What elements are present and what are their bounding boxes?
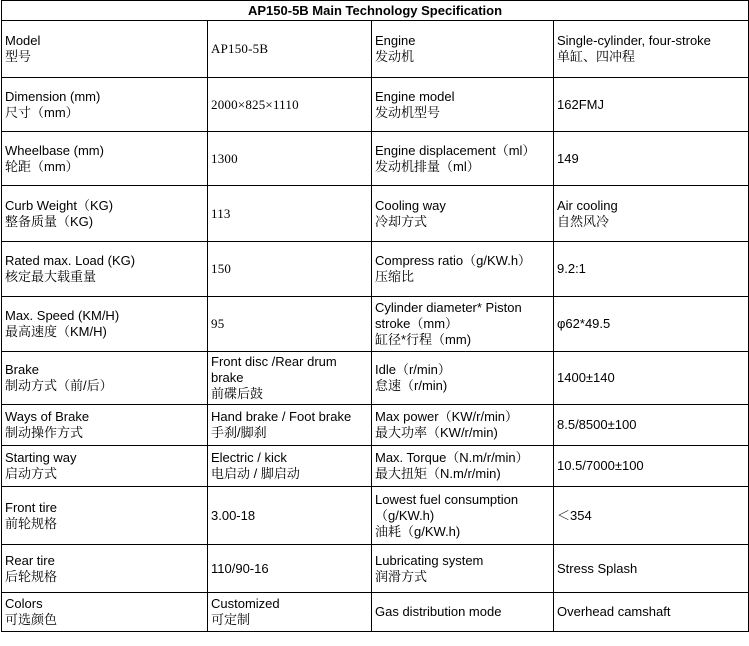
cell-text: Max. Torque（N.m/r/min）: [375, 450, 529, 465]
spec-label-left: [2, 545, 208, 593]
cell-text: Lowest fuel consumption（g/KW.h): [375, 491, 519, 523]
cell-text: Idle（r/min）: [375, 362, 451, 377]
spec-label-right: [372, 487, 554, 545]
cell-text: Brake: [5, 362, 39, 377]
cell-text: Air cooling: [557, 197, 618, 213]
cell-text: Electric / kick: [211, 450, 287, 465]
title-row: [2, 1, 749, 21]
cell-text-chinese: 前轮规格: [5, 515, 58, 531]
cell-text-chinese: 最高速度（KM/H): [5, 324, 107, 339]
cell-text-chinese: 轮距（mm）: [5, 158, 79, 174]
spec-value-right: [554, 297, 749, 352]
cell-text: Lubricating system: [375, 552, 484, 568]
cell-text: Front tire: [5, 499, 58, 515]
cell-text: Overhead camshaft: [557, 604, 671, 619]
table-row: [2, 78, 749, 132]
spec-value-right: [554, 446, 749, 487]
spec-value-right: [554, 545, 749, 593]
spec-value-left: [208, 405, 372, 446]
cell-text: Wheelbase (mm): [5, 142, 104, 158]
cell-text: 10.5/7000±100: [557, 458, 644, 473]
cell-text-chinese: 手刹/脚刹: [211, 425, 267, 440]
cell-text-chinese: 后轮规格: [5, 568, 58, 584]
cell-text-chinese: 整备质量（KG): [5, 213, 94, 229]
spec-value-right: [554, 593, 749, 632]
cell-text: Model: [5, 33, 41, 48]
cell-text-chinese: 压缩比: [375, 269, 415, 284]
spec-label-right: [372, 446, 554, 487]
cell-text-chinese: 最大扭矩（N.m/r/min): [375, 466, 501, 481]
cell-text: Engine: [375, 33, 416, 48]
spec-value-right: [554, 405, 749, 446]
spec-value-left: [208, 352, 372, 405]
cell-text-chinese: 可定制: [211, 612, 251, 627]
cell-text-chinese: 冷却方式: [375, 213, 428, 229]
cell-text: 8.5/8500±100: [557, 417, 637, 432]
spec-label-left: [2, 242, 208, 297]
spec-label-right: [372, 352, 554, 405]
spec-value-left: [208, 132, 372, 186]
table-title: AP150-5B Main Technology Specification: [2, 1, 749, 21]
spec-label-left: [2, 593, 208, 632]
cell-text: 162FMJ: [557, 96, 604, 112]
spec-value-right: [554, 21, 749, 78]
spec-label-right: [372, 297, 554, 352]
spec-value-left: [208, 78, 372, 132]
cell-text-chinese: 发动机: [375, 49, 415, 64]
cell-text: Customized: [211, 596, 280, 611]
spec-value-right: [554, 242, 749, 297]
table-row: [2, 405, 749, 446]
cell-text-chinese: 自然风冷: [557, 213, 610, 229]
spec-label-right: [372, 405, 554, 446]
spec-table-body: [2, 1, 749, 632]
spec-label-right: [372, 132, 554, 186]
spec-value-left: [208, 545, 372, 593]
spec-table: [1, 0, 749, 632]
table-row: [2, 21, 749, 78]
spec-label-left: [2, 352, 208, 405]
cell-text: 3.00-18: [211, 507, 256, 523]
cell-text: φ62*49.5: [557, 316, 611, 331]
cell-text: Engine model: [375, 88, 455, 104]
cell-text-chinese: 前碟后鼓: [211, 386, 264, 401]
spec-value-left: [208, 487, 372, 545]
cell-text: Cylinder diameter* Piston stroke（mm）: [375, 300, 522, 331]
cell-text: 1400±140: [557, 370, 615, 385]
table-row: [2, 593, 749, 632]
cell-text: 1300: [211, 150, 238, 166]
spec-label-right: [372, 21, 554, 78]
table-row: [2, 352, 749, 405]
cell-text: Dimension (mm): [5, 88, 101, 104]
cell-text-chinese: 油耗（g/KW.h): [375, 523, 461, 539]
spec-value-right: [554, 186, 749, 242]
table-row: [2, 132, 749, 186]
spec-label-left: [2, 21, 208, 78]
spec-label-right: [372, 186, 554, 242]
cell-text: Rear tire: [5, 552, 55, 568]
table-row: [2, 545, 749, 593]
cell-text-chinese: 润滑方式: [375, 568, 428, 584]
cell-text: 95: [211, 316, 225, 331]
table-row: [2, 186, 749, 242]
table-row: [2, 487, 749, 545]
cell-text: Cooling way: [375, 197, 446, 213]
cell-text: 149: [557, 150, 579, 166]
cell-text-chinese: 发动机排量（ml）: [375, 158, 480, 174]
spec-label-left: [2, 446, 208, 487]
cell-text-chinese: 怠速（r/min): [375, 378, 448, 393]
spec-label-right: [372, 242, 554, 297]
table-row: [2, 446, 749, 487]
cell-text: Max power（KW/r/min）: [375, 409, 519, 424]
cell-text-chinese: 启动方式: [5, 466, 58, 481]
cell-text: Rated max. Load (KG): [5, 253, 136, 268]
spec-label-left: [2, 78, 208, 132]
spec-label-right: [372, 78, 554, 132]
spec-value-left: [208, 186, 372, 242]
cell-text: 110/90-16: [211, 560, 269, 576]
cell-text: Stress Splash: [557, 560, 638, 576]
cell-text-chinese: 可选颜色: [5, 612, 58, 627]
spec-label-left: [2, 487, 208, 545]
cell-text: 2000×825×1110: [211, 96, 299, 112]
cell-text: Colors: [5, 596, 43, 611]
spec-value-left: [208, 593, 372, 632]
spec-value-right: [554, 352, 749, 405]
spec-value-right: [554, 132, 749, 186]
cell-text: Front disc /Rear drum brake: [211, 354, 337, 385]
cell-text: Ways of Brake: [5, 409, 90, 424]
cell-text: 9.2:1: [557, 261, 586, 276]
cell-text: 113: [211, 205, 231, 221]
spec-value-right: [554, 487, 749, 545]
cell-text: Single-cylinder, four-stroke: [557, 33, 711, 48]
cell-text-chinese: 制动操作方式: [5, 425, 84, 440]
cell-text-chinese: 发动机型号: [375, 104, 441, 120]
cell-text-chinese: 核定最大载重量: [5, 269, 97, 284]
cell-text: Curb Weight（KG): [5, 197, 114, 213]
spec-label-left: [2, 186, 208, 242]
cell-text-chinese: 电启动 / 脚启动: [211, 466, 300, 481]
cell-text: Engine displacement（ml）: [375, 142, 536, 158]
cell-text-chinese: 尺寸（mm）: [5, 104, 79, 120]
spec-label-left: [2, 132, 208, 186]
cell-text: Hand brake / Foot brake: [211, 409, 352, 424]
cell-text-chinese: 最大功率（KW/r/min): [375, 425, 498, 440]
cell-text-chinese: 型号: [5, 49, 32, 64]
cell-text: Max. Speed (KM/H): [5, 308, 120, 323]
spec-label-right: [372, 593, 554, 632]
cell-text: AP150-5B: [211, 41, 269, 56]
spec-value-left: [208, 242, 372, 297]
cell-text: ＜354: [557, 507, 592, 523]
cell-text-chinese: 单缸、四冲程: [557, 49, 636, 64]
cell-text-chinese: 制动方式（前/后）: [5, 378, 113, 393]
spec-value-left: [208, 297, 372, 352]
table-row: [2, 242, 749, 297]
spec-label-right: [372, 545, 554, 593]
cell-text: Compress ratio（g/KW.h）: [375, 253, 532, 268]
spec-value-right: [554, 78, 749, 132]
table-row: [2, 297, 749, 352]
spec-value-left: [208, 21, 372, 78]
spec-label-left: [2, 405, 208, 446]
cell-text: Starting way: [5, 450, 77, 465]
spec-value-left: [208, 446, 372, 487]
cell-text: Gas distribution mode: [375, 604, 502, 619]
cell-text: 150: [211, 261, 232, 276]
cell-text-chinese: 缸径*行程（mm): [375, 332, 472, 347]
spec-label-left: [2, 297, 208, 352]
